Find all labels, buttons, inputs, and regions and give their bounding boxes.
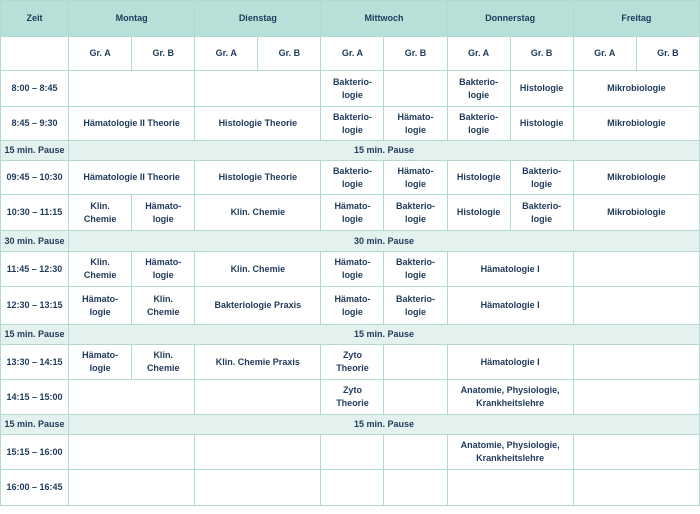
empty-cell [573, 252, 699, 287]
group-header-b: Gr. B [132, 37, 195, 71]
group-header-b: Gr. B [510, 37, 573, 71]
header-row [1, 1, 700, 37]
lesson-cell: Mikrobiologie [573, 107, 699, 141]
time-slot: 15:15 – 16:00 [1, 435, 69, 470]
lesson-cell: Zyto Theorie [321, 345, 384, 380]
time-slot: 15 min. Pause [1, 141, 69, 161]
pause-label: 15 min. Pause [69, 325, 700, 345]
empty-cell [573, 470, 699, 506]
group-header-a: Gr. A [321, 37, 384, 71]
time-slot: 11:45 – 12:30 [1, 252, 69, 287]
group-header-b: Gr. B [636, 37, 699, 71]
day-header-wednesday: Mittwoch [321, 1, 447, 37]
time-slot: 09:45 – 10:30 [1, 161, 69, 195]
lesson-cell: Hämato- logie [69, 287, 132, 325]
lesson-cell: Mikrobiologie [573, 195, 699, 231]
empty-cell [195, 380, 321, 415]
lesson-cell: Klin. Chemie [132, 287, 195, 325]
lesson-cell: Bakterio- logie [510, 161, 573, 195]
empty-cell [69, 435, 195, 470]
lesson-cell: Hämato- logie [321, 195, 384, 231]
empty-cell [384, 71, 447, 107]
lesson-row [1, 287, 700, 325]
lesson-cell: Klin. Chemie [69, 195, 132, 231]
lesson-cell: Bakterio- logie [321, 71, 384, 107]
lesson-cell: Klin. Chemie Praxis [195, 345, 321, 380]
lesson-cell: Hämato- logie [384, 107, 447, 141]
lesson-cell: Zyto Theorie [321, 380, 384, 415]
group-header-a: Gr. A [573, 37, 636, 71]
lesson-cell: Bakterio- logie [447, 71, 510, 107]
lesson-cell: Hämato- logie [321, 287, 384, 325]
lesson-row [1, 195, 700, 231]
empty-cell [573, 435, 699, 470]
empty-cell [384, 345, 447, 380]
empty-cell [69, 470, 195, 506]
pause-row [1, 415, 700, 435]
time-slot: 8:45 – 9:30 [1, 107, 69, 141]
lesson-cell: Klin. Chemie [195, 195, 321, 231]
schedule-body [1, 71, 700, 506]
pause-row [1, 325, 700, 345]
pause-label: 30 min. Pause [69, 231, 700, 252]
lesson-cell: Mikrobiologie [573, 71, 699, 107]
lesson-cell: Hämatologie II Theorie [69, 161, 195, 195]
lesson-row [1, 345, 700, 380]
empty-cell [573, 345, 699, 380]
lesson-cell: Histologie Theorie [195, 107, 321, 141]
lesson-cell: Bakterio- logie [384, 287, 447, 325]
day-header-friday: Freitag [573, 1, 699, 37]
lesson-cell: Histologie [510, 71, 573, 107]
empty-cell [573, 380, 699, 415]
day-header-tuesday: Dienstag [195, 1, 321, 37]
empty-cell [195, 470, 321, 506]
time-slot: 15 min. Pause [1, 415, 69, 435]
pause-row [1, 231, 700, 252]
empty-cell [573, 287, 699, 325]
time-slot: 14:15 – 15:00 [1, 380, 69, 415]
empty-cell [384, 470, 447, 506]
pause-label: 15 min. Pause [69, 415, 700, 435]
group-header-a: Gr. A [195, 37, 258, 71]
lesson-cell: Anatomie, Physiologie, Krankheitslehre [447, 380, 573, 415]
lesson-cell: Mikrobiologie [573, 161, 699, 195]
lesson-row [1, 435, 700, 470]
lesson-cell: Anatomie, Physiologie, Krankheitslehre [447, 435, 573, 470]
lesson-cell: Hämatologie II Theorie [69, 107, 195, 141]
empty-cell [384, 380, 447, 415]
lesson-row [1, 71, 700, 107]
time-slot: 8:00 – 8:45 [1, 71, 69, 107]
empty-cell [195, 71, 321, 107]
lesson-cell: Bakterio- logie [384, 252, 447, 287]
lesson-cell: Bakterio- logie [447, 107, 510, 141]
empty-cell [195, 435, 321, 470]
lesson-cell: Histologie [447, 195, 510, 231]
lesson-cell: Klin. Chemie [132, 345, 195, 380]
empty-cell [321, 435, 384, 470]
lesson-cell: Hämato- logie [384, 161, 447, 195]
lesson-cell: Hämato- logie [69, 345, 132, 380]
time-slot: 10:30 – 11:15 [1, 195, 69, 231]
lesson-cell: Bakterio- logie [321, 161, 384, 195]
empty-cell [321, 470, 384, 506]
lesson-cell: Histologie [510, 107, 573, 141]
lesson-cell: Hämatologie I [447, 345, 573, 380]
time-slot: 12:30 – 13:15 [1, 287, 69, 325]
lesson-row [1, 161, 700, 195]
pause-label: 15 min. Pause [69, 141, 700, 161]
time-slot: 13:30 – 14:15 [1, 345, 69, 380]
group-header-b: Gr. B [258, 37, 321, 71]
lesson-cell: Hämato- logie [132, 252, 195, 287]
empty-cell [69, 380, 195, 415]
lesson-cell: Hämatologie I [447, 252, 573, 287]
group-header-row [1, 37, 700, 71]
lesson-cell: Hämatologie I [447, 287, 573, 325]
lesson-cell: Klin. Chemie [69, 252, 132, 287]
day-header-monday: Montag [69, 1, 195, 37]
lesson-cell: Bakterio- logie [510, 195, 573, 231]
lesson-cell: Histologie Theorie [195, 161, 321, 195]
day-header-thursday: Donnerstag [447, 1, 573, 37]
lesson-cell: Bakteriologie Praxis [195, 287, 321, 325]
time-slot: 30 min. Pause [1, 231, 69, 252]
empty-cell [447, 470, 573, 506]
lesson-cell: Hämato- logie [132, 195, 195, 231]
lesson-row [1, 470, 700, 506]
pause-row [1, 141, 700, 161]
group-header-empty [1, 37, 69, 71]
group-header-b: Gr. B [384, 37, 447, 71]
group-header-a: Gr. A [69, 37, 132, 71]
empty-cell [69, 71, 195, 107]
lesson-row [1, 252, 700, 287]
time-slot: 15 min. Pause [1, 325, 69, 345]
lesson-cell: Klin. Chemie [195, 252, 321, 287]
time-column-header: Zeit [1, 1, 69, 37]
lesson-cell: Hämato- logie [321, 252, 384, 287]
lesson-cell: Bakterio- logie [321, 107, 384, 141]
lesson-cell: Histologie [447, 161, 510, 195]
lesson-cell: Bakterio- logie [384, 195, 447, 231]
time-slot: 16:00 – 16:45 [1, 470, 69, 506]
empty-cell [384, 435, 447, 470]
group-header-a: Gr. A [447, 37, 510, 71]
lesson-row [1, 380, 700, 415]
lesson-row [1, 107, 700, 141]
